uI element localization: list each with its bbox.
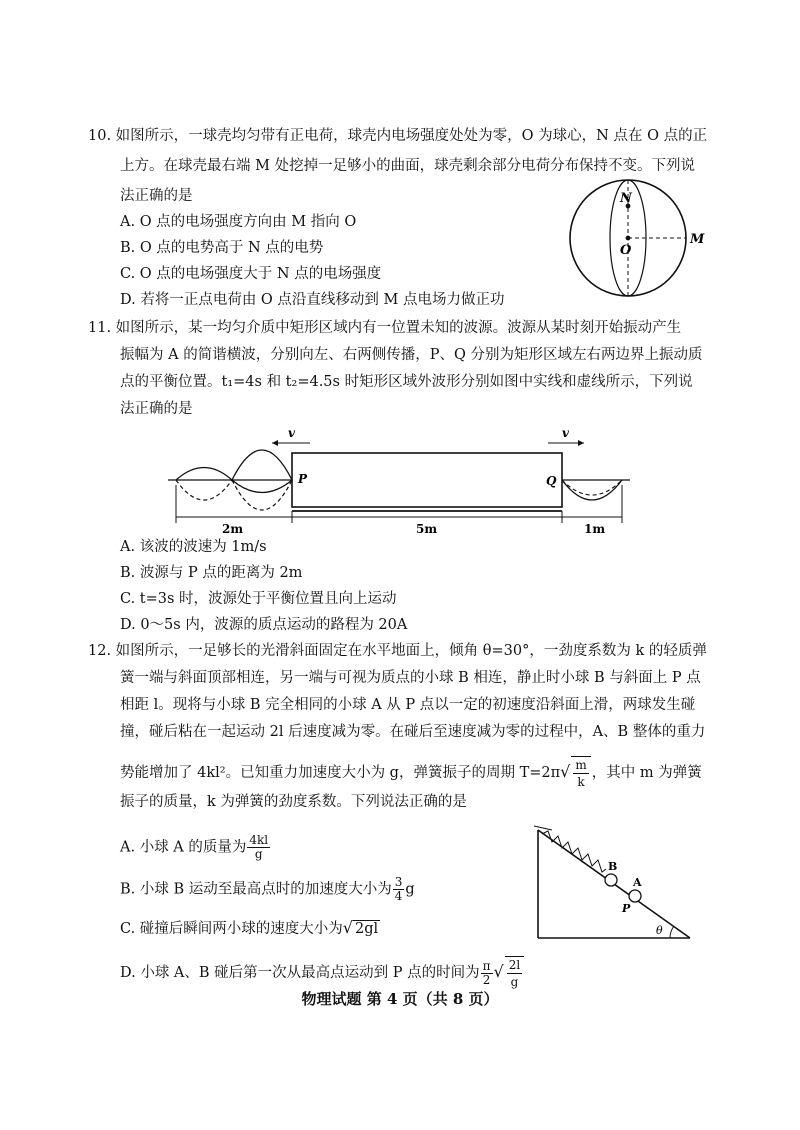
q11-option-d: D. 0～5s 内，波源的质点运动的路程为 20A bbox=[120, 617, 408, 633]
q11-stem-line4: 法正确的是 bbox=[120, 401, 193, 417]
q10-label-m: M bbox=[690, 232, 705, 247]
sqrt-symbol: √ bbox=[342, 918, 353, 937]
q12-stem-line6: 振子的质量，k 为弹簧的劲度系数。下列说法正确的是 bbox=[120, 794, 467, 810]
q10-stem-line2: 上方。在球壳最右端 M 处挖掉一足够小的曲面，球壳剩余部分电荷分布保持不变。下列说 bbox=[120, 158, 696, 174]
q12-line5-post: ，其中 m 为弹簧 bbox=[591, 765, 702, 781]
q12-option-c: C. 碰撞后瞬间两小球的速度大小为√ 2gl bbox=[120, 918, 379, 937]
q10-stem-line3: 法正确的是 bbox=[120, 188, 193, 204]
q12-label-a: A bbox=[633, 876, 642, 889]
q12-line5-pre: 势能增加了 4kl²。已知重力加速度大小为 g，弹簧振子的周期 T=2π bbox=[120, 765, 561, 781]
time-fraction: $\frac{\pi}{2}$ bbox=[482, 958, 491, 987]
page-footer: 物理试题 第 4 页（共 8 页） bbox=[301, 990, 499, 1008]
q11-stem-line2: 振幅为 A 的简谐横波，分别向左、右两侧传播，P、Q 分别为矩形区域左右两边界上振动质 bbox=[120, 347, 703, 363]
q11-option-c: C. t=3s 时，波源处于平衡位置且向上运动 bbox=[120, 591, 397, 607]
q12-stem-line5 bbox=[120, 756, 702, 790]
q10-label-n: N bbox=[620, 191, 632, 206]
q11-dim-right: 1m bbox=[584, 522, 606, 535]
sqrt-symbol: √ bbox=[560, 762, 571, 781]
q11-label-q: Q bbox=[546, 474, 557, 488]
q11-option-b: B. 波源与 P 点的距离为 2m bbox=[120, 565, 303, 581]
q12-stem-line1: 12. 如图所示，一足够长的光滑斜面固定在水平地面上，倾角 θ=30°，一劲度系数为 k 的轻质弹 bbox=[88, 643, 707, 659]
q12-option-a: A. 小球 A 的质量为 $\frac{4kl}{g}$ bbox=[120, 833, 269, 861]
q11-label-v-left: v bbox=[288, 426, 295, 440]
q11-dim-left: 2m bbox=[222, 522, 244, 535]
q11-wave-figure bbox=[160, 425, 640, 535]
accel-fraction: $\frac{3}{4}$ bbox=[394, 875, 403, 903]
q10-stem-line1: 10. 如图所示，一球壳均匀带有正电荷，球壳内电场强度处处为零，O 为球心，N 点在 O 点的正 bbox=[88, 128, 708, 144]
q11-stem-line3: 点的平衡位置。t₁=4s 和 t₂=4.5s 时矩形区域外波形分别如图中实线和虚线所示，下列说 bbox=[120, 374, 693, 390]
q11-option-a: A. 该波的波速为 1m/s bbox=[120, 539, 267, 555]
q12-label-p: P bbox=[622, 902, 631, 915]
period-fraction: $\frac{m}{k}$ bbox=[571, 756, 590, 790]
q11-label-p: P bbox=[298, 472, 308, 486]
time-root-fraction: $\frac{2l}{g}$ bbox=[505, 956, 524, 990]
q10-option-d: D. 若将一正点电荷由 O 点沿直线移动到 M 点电场力做正功 bbox=[120, 292, 505, 308]
q12-option-d: D. 小球 A、B 碰后第一次从最高点运动到 P 点的时间为 $\frac{\pi}{2}$ √ $\frac{2l}{g}$ bbox=[120, 956, 525, 990]
q12-stem-line3: 相距 l。现将与小球 B 完全相同的小球 A 从 P 点以一定的初速度沿斜面上滑，两球发生碰 bbox=[120, 697, 696, 713]
mass-fraction: $\frac{4kl}{g}$ bbox=[249, 833, 269, 861]
q10-label-o: O bbox=[620, 243, 632, 258]
q11-label-v-right: v bbox=[562, 426, 569, 440]
sqrt-symbol: √ bbox=[493, 962, 504, 981]
q11-stem-line1: 11. 如图所示，某一均匀介质中矩形区域内有一位置未知的波源。波源从某时刻开始振动产生 bbox=[88, 320, 682, 336]
q10-option-c: C. O 点的电场强度大于 N 点的电场强度 bbox=[120, 266, 382, 282]
q10-sphere-figure bbox=[560, 172, 710, 302]
q11-dim-mid: 5m bbox=[416, 522, 438, 535]
q12-incline-figure bbox=[530, 822, 700, 947]
q12-option-b: B. 小球 B 运动至最高点时的加速度大小为 $\frac{3}{4}$ g bbox=[120, 875, 415, 903]
q12-label-theta: θ bbox=[656, 924, 663, 937]
q10-option-a: A. O 点的电场强度方向由 M 指向 O bbox=[120, 214, 357, 230]
q10-option-b: B. O 点的电势高于 N 点的电势 bbox=[120, 240, 324, 256]
q12-stem-line4: 撞，碰后粘在一起运动 2l 后速度减为零。在碰后至速度减为零的过程中，A、B 整体的重力 bbox=[120, 724, 706, 740]
q12-label-b: B bbox=[608, 860, 618, 873]
q12-stem-line2: 簧一端与斜面顶部相连，另一端与可视为质点的小球 B 相连，静止时小球 B 与斜面上 P 点 bbox=[120, 670, 701, 686]
